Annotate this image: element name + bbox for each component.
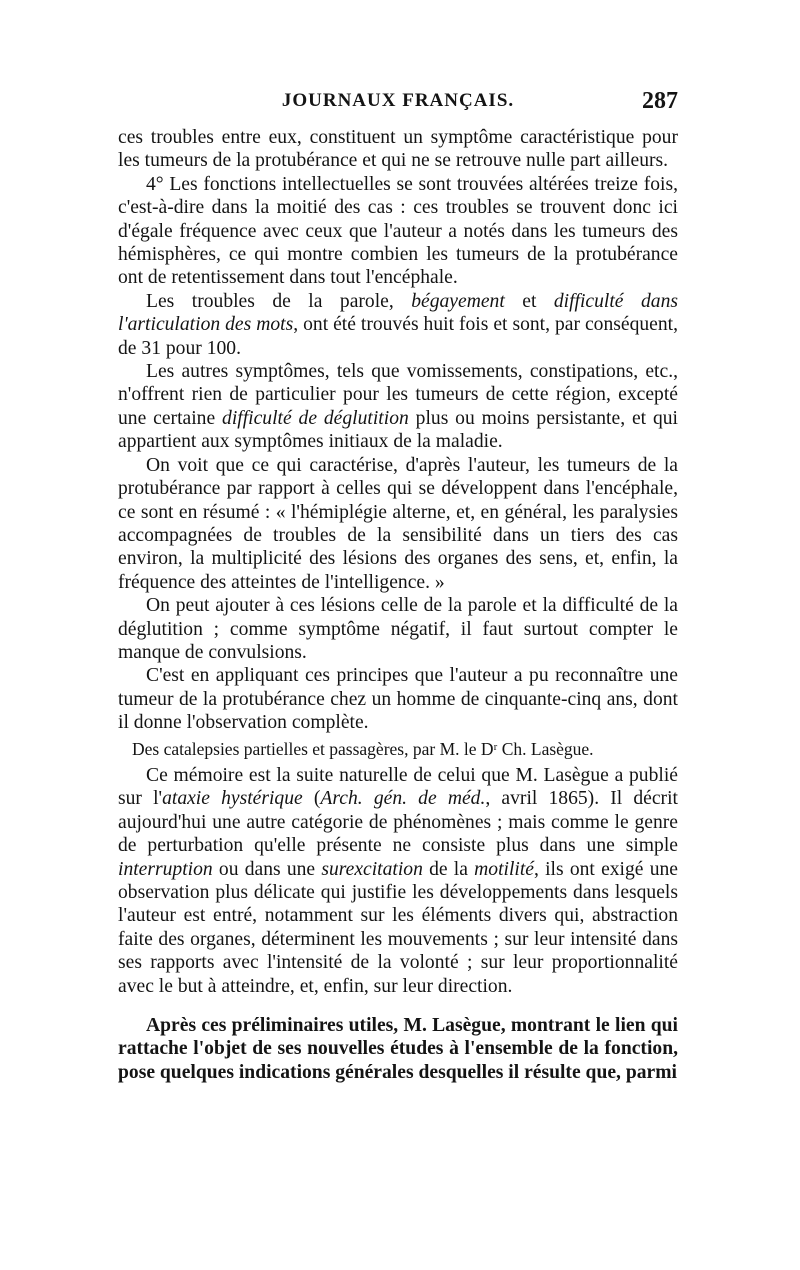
text-run: Des catalepsies partielles et passagères, par M. le Dʳ Ch. Lasègue. — [132, 738, 594, 759]
text-run: Ce mémoire est la suite naturelle de celui que M. Lasègue a publié sur l' — [118, 764, 678, 810]
text-run: ces troubles entre eux, constituent un symptôme caractéristique pour les tumeurs de la protubérance et qui ne se retrouve nulle part ailleurs. — [118, 127, 678, 172]
running-header — [118, 90, 678, 120]
paragraph-2 — [118, 173, 678, 290]
italic-run: difficulté de déglutition — [222, 407, 409, 429]
text-run: ou dans une — [212, 858, 322, 880]
paragraph-1 — [118, 126, 678, 173]
italic-run: motilité — [474, 858, 535, 880]
text-run: de la — [422, 858, 475, 880]
text-run: C'est en appliquant ces principes que l'auteur a pu reconnaître une tumeur de la protubérance chez un homme de cinquante-cinq ans, dont il donne l'observation complète. — [118, 665, 678, 734]
paragraph-5 — [118, 454, 678, 594]
paragraph-6 — [118, 594, 678, 664]
section-heading — [118, 738, 678, 761]
italic-run: interruption — [118, 858, 213, 880]
text-run: , ont été trouvés huit fois et sont, par conséquent, de 31 pour 100. — [118, 314, 678, 359]
text-run: plus ou moins persistante, et qui appartient aux symptômes initiaux de la maladie. — [118, 407, 678, 453]
italic-run: difficulté dans l'articulation des mots — [118, 290, 678, 336]
paragraph-3 — [118, 290, 678, 360]
italic-run: Arch. gén. de méd. — [320, 788, 486, 810]
text-run: Après ces préliminaires utiles, M. Lasègue, montrant le lien qui rattache l'objet de ses nouvelles études à l'ensemble de la fonction, pose quelques indications générales desquelles il résulte que, parmi — [118, 1015, 678, 1083]
paragraph-8 — [118, 764, 678, 998]
text-run: On peut ajouter à ces lésions celle de la parole et la difficulté de la déglutition ; comme symptôme négatif, il faut surtout compter le manque de convulsions. — [118, 595, 678, 663]
italic-run: surexcitation — [321, 858, 423, 880]
text-run: On voit que ce qui caractérise, d'après l'auteur, les tumeurs de la protubérance par rapport à celles qui se développent dans l'encéphale, ce sont en résumé : « l'hémiplégie alterne, et, en général, les paralysies accompagnées de troubles de la sensibilité dans un tiers des cas environ, la multiplicité des lésions des organes des sens, et, enfin, la fréquence des atteintes de l'intelligence. » — [118, 454, 678, 593]
paragraph-9 — [118, 1014, 678, 1084]
text-run: et — [504, 290, 554, 312]
text-run: ( — [302, 788, 321, 810]
paragraph-7 — [118, 664, 678, 734]
paragraph-4 — [118, 360, 678, 454]
text-run: , avril 1865). Il décrit aujourd'hui une autre catégorie de phénomènes ; mais comme le genre de perturbation qu'elle présente ne consiste plus dans une simple — [118, 788, 678, 857]
text-run: 4° Les fonctions intellectuelles se sont trouvées altérées treize fois, c'est-à-dire dans la moitié des cas : ces troubles se trouvent donc ici d'égale fréquence avec ceux que l'auteur a notés dans les tumeurs des hémisphères, ce qui montre combien les tumeurs de la protubérance ont de retentissement dans tout l'encéphale. — [118, 173, 678, 289]
italic-run: bégayement — [411, 290, 505, 312]
body-text — [118, 126, 678, 1084]
running-title: JOURNAUX FRANÇAIS. — [281, 90, 515, 111]
text-run: Les autres symptômes, tels que vomissements, constipations, etc., n'offrent rien de particulier pour les tumeurs de cette région, excepté une certaine — [118, 361, 678, 429]
text-run: , ils ont exigé une observation plus délicate qui justifie les développements dans lesquels l'auteur est entré, notamment sur les éléments divers qui, abstraction faite des organes, déterminent les mouvements ; sur leur intensité dans ses rapports avec l'intensité de la volonté ; sur leur proportionnalité avec le but à atteindre, et, enfin, sur leur direction. — [118, 858, 678, 997]
page-number: 287 — [642, 88, 678, 114]
text-run: Les troubles de la parole, — [146, 290, 412, 312]
italic-run: ataxie hystérique — [162, 788, 303, 810]
